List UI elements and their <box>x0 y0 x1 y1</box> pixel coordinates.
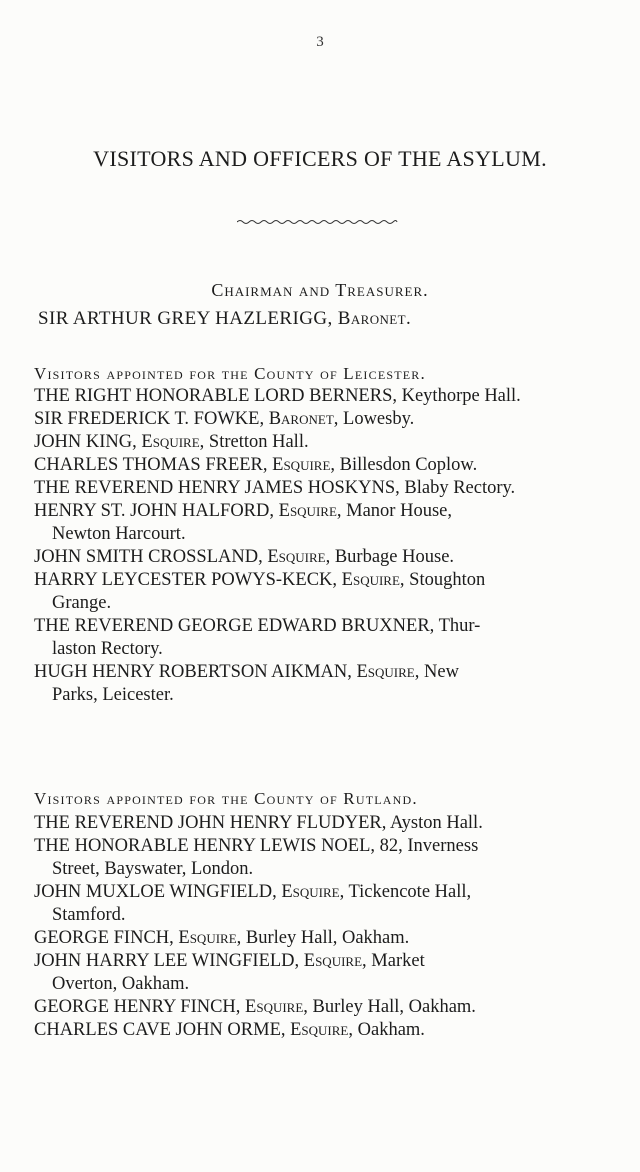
entry-address: , Burbage House. <box>325 547 455 567</box>
entry-name: JOHN SMITH CROSSLAND, <box>34 547 268 567</box>
chairman-title: Baronet. <box>337 308 412 329</box>
entry-address: , Stretton Hall. <box>199 432 309 452</box>
leicester-visitors-list <box>34 385 622 707</box>
list-item <box>34 661 622 707</box>
entry-rank: Esquire <box>303 951 363 971</box>
entry-rank: Baronet <box>268 409 334 429</box>
entry-name: THE HONORABLE HENRY LEWIS NOEL, <box>34 836 380 856</box>
entry-rank: Esquire <box>245 997 304 1017</box>
entry-address: Keythorpe Hall. <box>401 386 521 406</box>
entry-address: , Burley Hall, Oakham. <box>303 997 476 1017</box>
list-item <box>34 1019 622 1042</box>
entry-address: 82, Inverness <box>379 836 479 856</box>
entry-name: CHARLES CAVE JOHN ORME, <box>34 1020 291 1040</box>
entry-continuation: Grange. <box>52 593 112 613</box>
list-item <box>34 812 622 835</box>
entry-address: , Tickencote Hall, <box>339 882 472 902</box>
entry-name: THE REVEREND JOHN HENRY FLUDYER, <box>34 813 390 833</box>
entry-address: , Billesdon Coplow. <box>330 455 478 475</box>
entry-continuation: laston Rectory. <box>52 639 163 659</box>
list-item <box>34 546 622 569</box>
entry-address: , Manor House, <box>336 501 452 521</box>
list-item <box>34 569 622 615</box>
entry-rank: Esquire <box>141 432 200 452</box>
entry-name: HARRY LEYCESTER POWYS-KECK, <box>34 570 342 590</box>
entry-name: HUGH HENRY ROBERTSON AIKMAN, <box>34 662 357 682</box>
page-title: VISITORS AND OFFICERS OF THE ASYLUM. <box>93 146 547 171</box>
entry-continuation: Street, Bayswater, London. <box>52 859 254 879</box>
entry-address: Thur- <box>438 616 481 636</box>
list-item <box>34 881 622 927</box>
chairman-name: SIR ARTHUR GREY HAZLERIGG, <box>38 308 338 329</box>
entry-address: , Lowesby. <box>333 409 415 429</box>
entry-address: Ayston Hall. <box>389 813 483 833</box>
entry-name: GEORGE FINCH, <box>34 928 179 948</box>
entry-name: HENRY ST. JOHN HALFORD, <box>34 501 279 521</box>
entry-name: SIR FREDERICK T. FOWKE, <box>34 409 269 429</box>
entry-continuation: Parks, Leicester. <box>52 685 174 705</box>
entry-continuation: Stamford. <box>52 905 126 925</box>
leicester-heading: Visitors appointed for the County of Leicester. <box>34 364 426 383</box>
entry-continuation: Overton, Oakham. <box>52 974 190 994</box>
entry-address: , New <box>414 662 459 682</box>
entry-address: , Burley Hall, Oakham. <box>236 928 410 948</box>
rutland-heading: Visitors appointed for the County of Rutland. <box>34 789 418 808</box>
list-item <box>34 431 622 454</box>
list-item <box>34 477 622 500</box>
list-item <box>34 385 622 408</box>
entry-name: THE REVEREND GEORGE EDWARD BRUXNER, <box>34 616 439 636</box>
entry-rank: Esquire <box>272 455 331 475</box>
chairman-heading: Chairman and Treasurer. <box>211 280 429 300</box>
entry-name: GEORGE HENRY FINCH, <box>34 997 246 1017</box>
entry-address: Blaby Rectory. <box>404 478 516 498</box>
ornament-rule <box>237 218 403 226</box>
entry-name: THE RIGHT HONORABLE LORD BERNERS, <box>34 386 402 406</box>
entry-name: JOHN HARRY LEE WINGFIELD, <box>34 951 304 971</box>
list-item <box>34 408 622 431</box>
entry-address: , Stoughton <box>399 570 486 590</box>
entry-rank: Esquire <box>281 882 340 902</box>
list-item <box>34 500 622 546</box>
entry-rank: Esquire <box>278 501 337 521</box>
entry-continuation: Newton Harcourt. <box>52 524 186 544</box>
list-item <box>34 454 622 477</box>
list-item <box>34 927 622 950</box>
entry-address: , Oakham. <box>348 1020 425 1040</box>
list-item <box>34 835 622 881</box>
entry-rank: Esquire <box>267 547 326 567</box>
entry-rank: Esquire <box>356 662 415 682</box>
entry-name: CHARLES THOMAS FREER, <box>34 455 273 475</box>
entry-name: THE REVEREND HENRY JAMES HOSKYNS, <box>34 478 405 498</box>
entry-name: JOHN KING, <box>34 432 142 452</box>
list-item <box>34 950 622 996</box>
entry-name: JOHN MUXLOE WINGFIELD, <box>34 882 282 902</box>
entry-rank: Esquire <box>178 928 237 948</box>
page-number: 3 <box>316 34 324 50</box>
chairman-line <box>38 308 618 330</box>
entry-rank: Esquire <box>290 1020 349 1040</box>
list-item <box>34 615 622 661</box>
list-item <box>34 996 622 1019</box>
entry-address: , Market <box>362 951 425 971</box>
entry-rank: Esquire <box>341 570 400 590</box>
rutland-visitors-list <box>34 812 622 1042</box>
